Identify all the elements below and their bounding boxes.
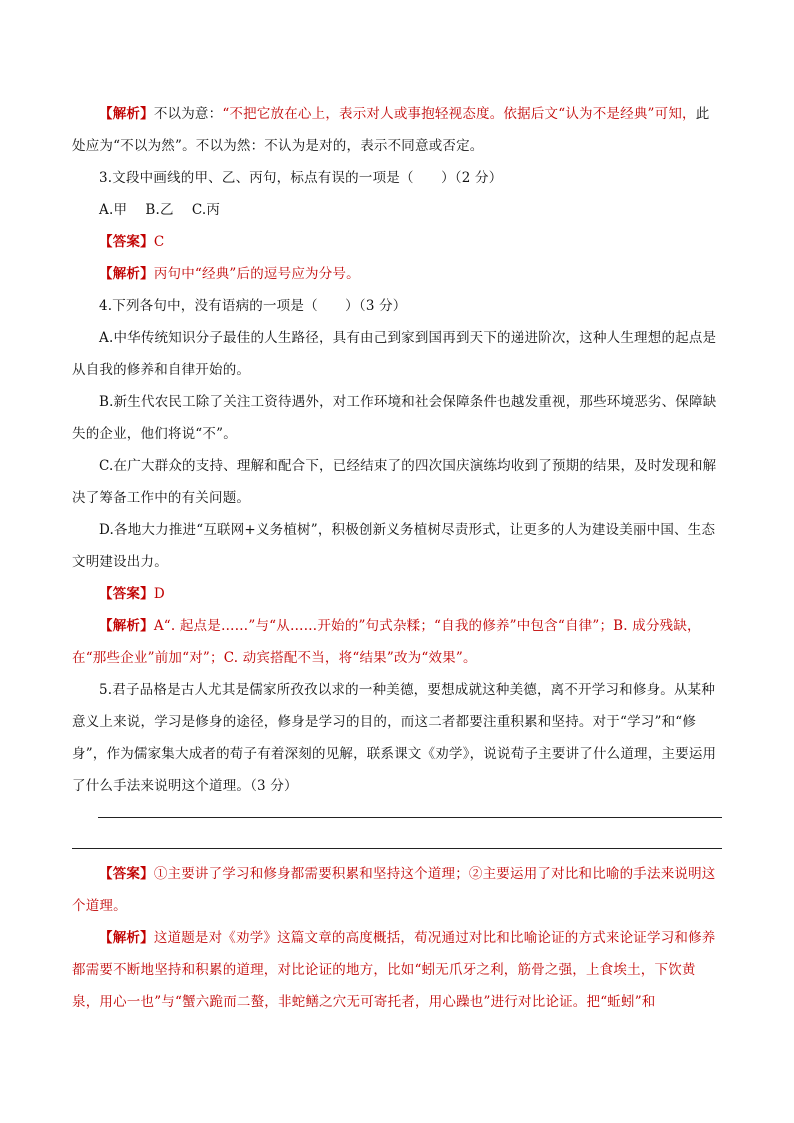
question-4-option-b: B.新生代农民工除了关注工资待遇外，对工作环境和社会保障条件也越发重视，那些环境恶劣、保障缺失的企业，他们将说“不”。 [72,394,717,442]
analysis-q5 [72,922,722,1018]
analysis-term: 不以为意： [153,106,223,122]
analysis-text: 丙句中“经典”后的逗号应为分号。 [153,266,360,282]
answer-text: ①主要讲了学习和修身都需要积累和坚持这个道理；②主要运用了对比和比喻的手法来说明这个道理。 [72,866,716,914]
analysis-tag: 【解析】 [99,266,154,282]
answer-text: C [153,234,165,250]
analysis-text: A“. 起点是……”与“从……开始的”句式杂糅；“自我的修养”中包含“自律”；B. 成分残缺，在“那些企业”前加“对”；C. 动宾搭配不当，将“结果”改为“效果”。 [72,618,701,666]
answer-tag: 【答案】 [99,586,154,602]
analysis-tag: 【解析】 [99,618,154,634]
question-4-option-d: D.各地大力推进“互联网+义务植树”，积极创新义务植树尽责形式，让更多的人为建设美丽中国、生态文明建设出力。 [72,522,716,570]
answer-q4 [72,578,722,610]
analysis-tag: 【解析】 [99,930,154,946]
question-3-stem: 3.文段中画线的甲、乙、丙句，标点有误的一项是（ ）（2 分） [99,170,503,186]
question-3-options: A.甲 B.乙 C.丙 [99,202,221,218]
question-4-stem: 4.下列各句中，没有语病的一项是（ ）（3 分） [99,298,407,314]
answer-tag: 【答案】 [99,234,154,250]
analysis-red-text: “不把它放在心上，表示对人或事抱轻视态度。依据后文“认为不是经典”可知， [222,106,696,122]
analysis-black-text: 此处应为“不以为然”。不以为然：不认为是对的，表示不同意或否定。 [72,106,710,154]
analysis-q3 [72,258,722,290]
answer-blank-line-1[interactable] [98,817,722,818]
question-4-option-a: A.中华传统知识分子最佳的人生路径，具有由己到家到国再到天下的递进阶次，这种人生理想的起点是从自我的修养和自律开始的。 [72,330,717,378]
answer-q3 [72,226,722,258]
analysis-tag: 【解析】 [99,106,154,122]
answer-text: D [153,586,165,602]
answer-blank-line-2[interactable] [72,848,722,849]
answer-q5 [72,858,722,922]
analysis-text: 这道题是对《劝学》这篇文章的高度概括，荀况通过对比和比喻论证的方式来论证学习和修养都需要不断地坚持和积累的道理，对比论证的地方，比如“蚓无爪牙之利，筋骨之强，上食埃土，下饮黄泉，用心一也”与“蟹六跪而二螯，非蛇鳝之穴无可寄托者，用心躁也”进行对比论证。把“蚯蚓”和 [72,930,716,1010]
question-5-stem: 5.君子品格是古人尤其是儒家所孜孜以求的一种美德，要想成就这种美德，离不开学习和修身。从某种意义上来说，学习是修身的途径，修身是学习的目的，而这二者都要注重积累和坚持。对于“学习”和“修身”，作为儒家集大成者的荀子有着深刻的见解，联系课文《劝学》，说说荀子主要讲了什么道理，主要运用了什么手法来说明这个道理。（3 分） [72,682,717,794]
analysis-q2 [72,98,722,162]
answer-tag: 【答案】 [99,866,154,882]
question-4-option-c: C.在广大群众的支持、理解和配合下，已经结束了的四次国庆演练均收到了预期的结果，及时发现和解决了筹备工作中的有关问题。 [72,458,717,506]
analysis-q4 [72,610,722,674]
